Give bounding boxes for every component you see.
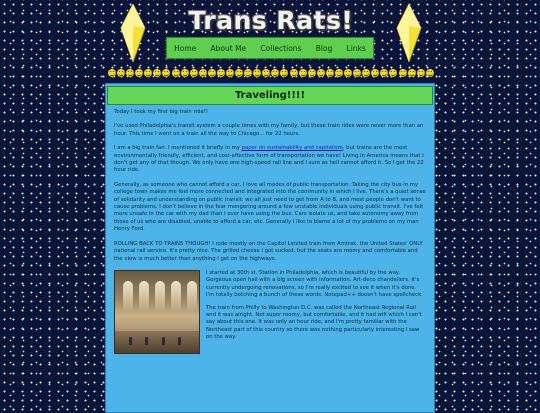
smiley-icon [426,69,434,77]
post-paragraph: Today I took my first big train ride!! [114,109,208,115]
smiley-icon [244,69,252,77]
smiley-icon [317,69,325,77]
smiley-icon [208,69,216,77]
smiley-icon [235,69,243,77]
smiley-icon [253,69,261,77]
photo-caption-text [206,270,426,354]
site-title: Trans Rats! [188,6,354,35]
smiley-icon [299,69,307,77]
smiley-icon [181,69,189,77]
post-paragraph: Generally, as someone who cannot afford a car, I love all modes of public transportation. Taking the city bus in my college town makes me feel more connected and integrated into the community in which I live. There's a quiet sense of solidarity and understanding on public transit: we all just need to get from A to B, and most people don't want to cause problems. I don't believe in the fear mongering around a few unstable individuals using public transit. I've felt more unsafe in the car with my dad than I ever have using the bus. Cars isolate us, and take autonomy away from those of us who are disabled, unable to afford a car, etc. Generally I like to blame a lot of my problems on my man Henry Ford. [114,181,426,233]
post-paragraph: I started at 30th st. Station in Philadelphia, which is beautiful by the way. Gorgeous open hall with a big screen with information. Art-deco chandeliers. It's currently undergoing renovations, so I'm really excited to see it when it's done. I'm totally botching a bunch of these words. Notepad++ doesn't have spellcheck. [206,269,423,299]
smiley-icon [190,69,198,77]
post-paragraph: The train from Philly to Washington D.C. was called the Northeast Regional Rail and it was alright. Not super roomy, but comfortable, and it had wifi which I can't say about this one. It was only an hour ride, and I'm pretty familiar with the Northeast part of this country so there was nothing particularly interesting I saw on the way. [206,304,422,341]
nav-about-me[interactable]: About Me [210,43,247,53]
smiley-icon [108,69,116,77]
smiley-icon [362,69,370,77]
smiley-icon [417,69,425,77]
smiley-icon [162,69,170,77]
main-nav [166,37,374,59]
smiley-icon [117,69,125,77]
smiley-icon [135,69,143,77]
photo-block [114,270,426,354]
post-title: Traveling!!!! [107,86,433,105]
smiley-icon [217,69,225,77]
smiley-icon [144,69,152,77]
nav-blog[interactable]: Blog [315,43,333,53]
paragraph-text: , but trains are the most environmentally friendly, efficient, and cost-effective form of transportation we have! Living in America means that I don't get any of that though. We only have one high-speed rail line and I sure as hell cannot afford it. So I got the 22 hour ride. [114,145,424,174]
smiley-icon [353,69,361,77]
smiley-icon [199,69,207,77]
smiley-icon [172,69,180,77]
smiley-icon [399,69,407,77]
nav-home[interactable]: Home [174,43,197,53]
smiley-icon [262,69,270,77]
post-paragraph: I've used Philadelphia's transit system a couple times with my family, but these train rides were never more than an hour. This time I went on a train all the way to Chicago... for 22 hours. [114,123,424,137]
smiley-icon [153,69,161,77]
nav-collections[interactable]: Collections [260,43,302,53]
smiley-divider [108,67,434,79]
smiley-icon [326,69,334,77]
post-body [106,109,434,354]
smiley-icon [126,69,134,77]
crystal-left-icon [120,4,146,62]
smiley-icon [308,69,316,77]
blog-post [105,83,435,413]
post-paragraph [114,145,426,175]
smiley-icon [389,69,397,77]
station-photo-icon [114,270,200,354]
smiley-icon [371,69,379,77]
smiley-icon [380,69,388,77]
paragraph-text: I am a big train fan. I mentioned it briefly in my [114,145,242,152]
crystal-right-icon [396,4,422,62]
smiley-icon [280,69,288,77]
smiley-icon [408,69,416,77]
smiley-icon [226,69,234,77]
smiley-icon [344,69,352,77]
smiley-icon [271,69,279,77]
paper-link[interactable]: paper on sustainability and capitalism [241,145,343,152]
post-paragraph: ROLLING BACK TO TRAINS THOUGH! I rode mostly on the Capitol Limited train from Amtrak, the United States' ONLY national rail service. It's pretty nice. The grilled cheese I got sucked, but the seats are roomy and comfortable and the view is much better than anything I get on the highways. [114,240,423,262]
smiley-icon [335,69,343,77]
smiley-icon [290,69,298,77]
nav-links[interactable]: Links [346,43,366,53]
